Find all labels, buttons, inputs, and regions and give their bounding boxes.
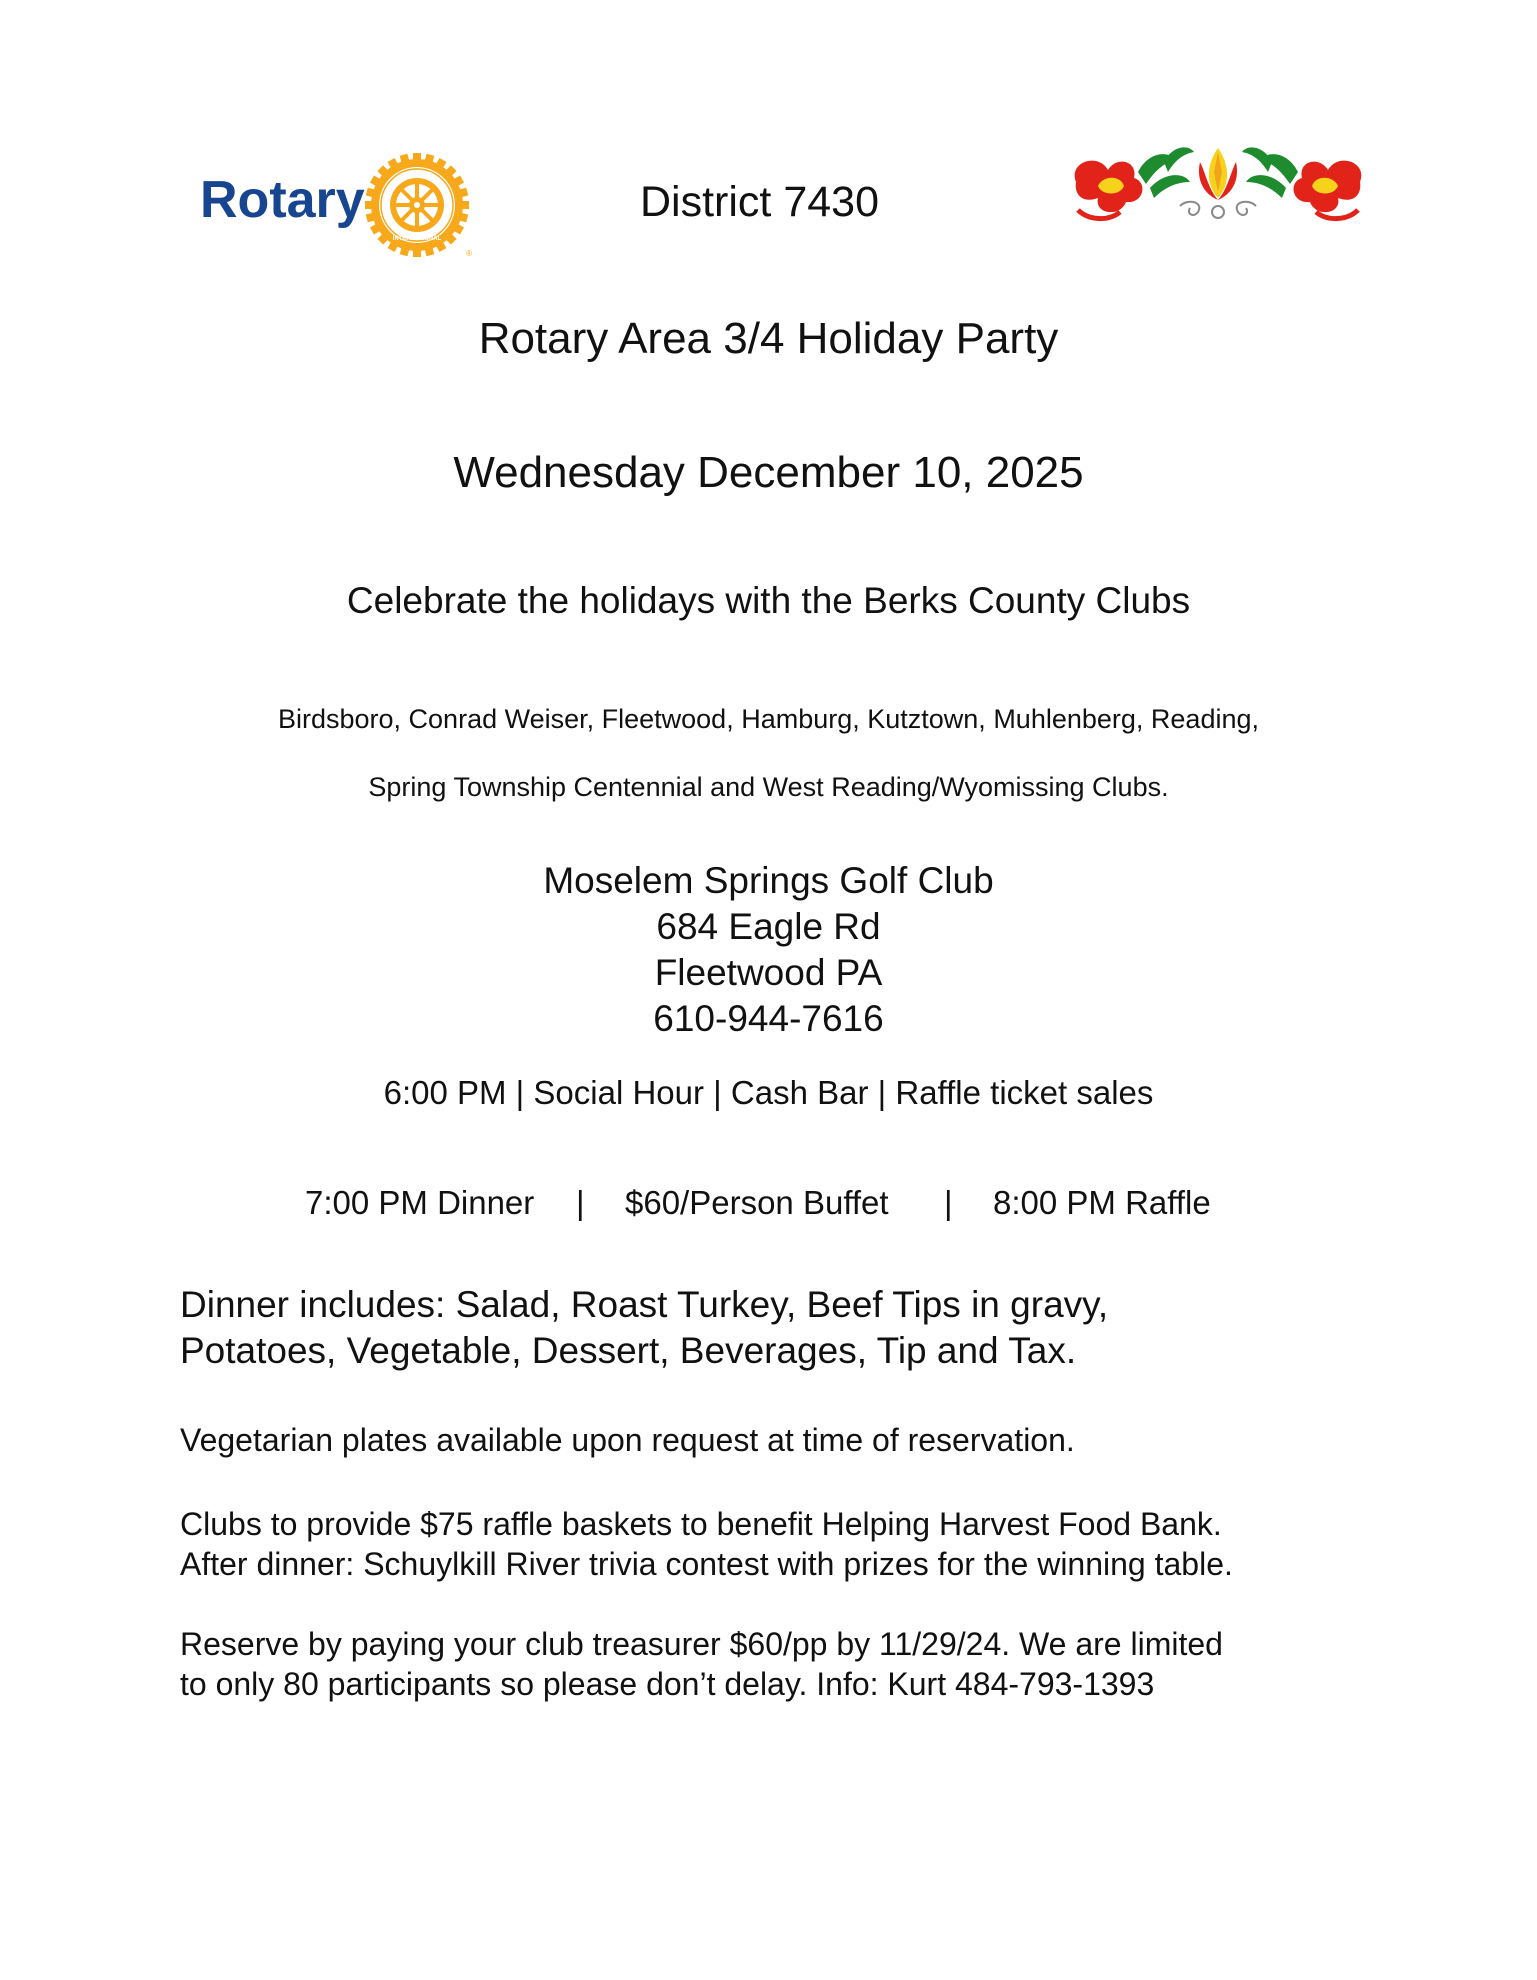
reserve-line-2: to only 80 participants so please don’t delay. Info: Kurt 484-793-1393 bbox=[180, 1666, 1155, 1702]
raffle-time: 8:00 PM Raffle bbox=[993, 1184, 1211, 1221]
schedule-line bbox=[0, 1184, 1537, 1228]
reserve-line-1: Reserve by paying your club treasurer $60/pp by 11/29/24. We are limited bbox=[180, 1626, 1223, 1662]
reservation-note bbox=[180, 1624, 1400, 1704]
venue-city: Fleetwood PA bbox=[654, 952, 883, 993]
schedule-separator-2: | bbox=[944, 1184, 953, 1221]
dinner-line-2: Potatoes, Vegetable, Dessert, Beverages, Tip and Tax. bbox=[180, 1330, 1077, 1371]
dinner-time: 7:00 PM Dinner bbox=[305, 1184, 535, 1221]
svg-text:ROTARY: ROTARY bbox=[402, 172, 432, 179]
district-label: District 7430 bbox=[640, 178, 879, 226]
event-date: Wednesday December 10, 2025 bbox=[453, 448, 1084, 497]
clubs-list-line-1: Birdsboro, Conrad Weiser, Fleetwood, Hamburg, Kutztown, Muhlenberg, Reading, bbox=[277, 704, 1259, 734]
celebrate-line: Celebrate the holidays with the Berks County Clubs bbox=[346, 580, 1191, 621]
clubs-list-line-2: Spring Township Centennial and West Reading/Wyomissing Clubs. bbox=[368, 772, 1169, 802]
schedule-separator-1: | bbox=[576, 1184, 585, 1221]
social-hour-line: 6:00 PM | Social Hour | Cash Bar | Raffle ticket sales bbox=[383, 1074, 1154, 1111]
raffle-line-1: Clubs to provide $75 raffle baskets to benefit Helping Harvest Food Bank. bbox=[180, 1506, 1222, 1542]
dinner-includes bbox=[180, 1282, 1400, 1374]
vegetarian-note: Vegetarian plates available upon request at time of reservation. bbox=[180, 1422, 1075, 1458]
raffle-line-2: After dinner: Schuylkill River trivia contest with prizes for the winning table. bbox=[180, 1546, 1233, 1582]
svg-text:INTERNATIONAL: INTERNATIONAL bbox=[392, 236, 442, 242]
venue-block bbox=[0, 858, 1537, 1042]
rotary-wordmark: Rotary bbox=[200, 171, 365, 229]
event-title: Rotary Area 3/4 Holiday Party bbox=[478, 314, 1059, 363]
venue-name: Moselem Springs Golf Club bbox=[543, 860, 994, 901]
venue-phone: 610-944-7616 bbox=[653, 998, 884, 1039]
buffet-price: $60/Person Buffet bbox=[625, 1184, 889, 1221]
rotary-logo bbox=[200, 150, 490, 260]
raffle-note bbox=[180, 1504, 1400, 1584]
svg-text:®: ® bbox=[466, 249, 472, 258]
rotary-wheel-icon bbox=[362, 150, 472, 260]
venue-street: 684 Eagle Rd bbox=[656, 906, 881, 947]
folk-art-decoration-icon bbox=[1068, 142, 1368, 237]
dinner-line-1: Dinner includes: Salad, Roast Turkey, Beef Tips in gravy, bbox=[180, 1284, 1109, 1325]
